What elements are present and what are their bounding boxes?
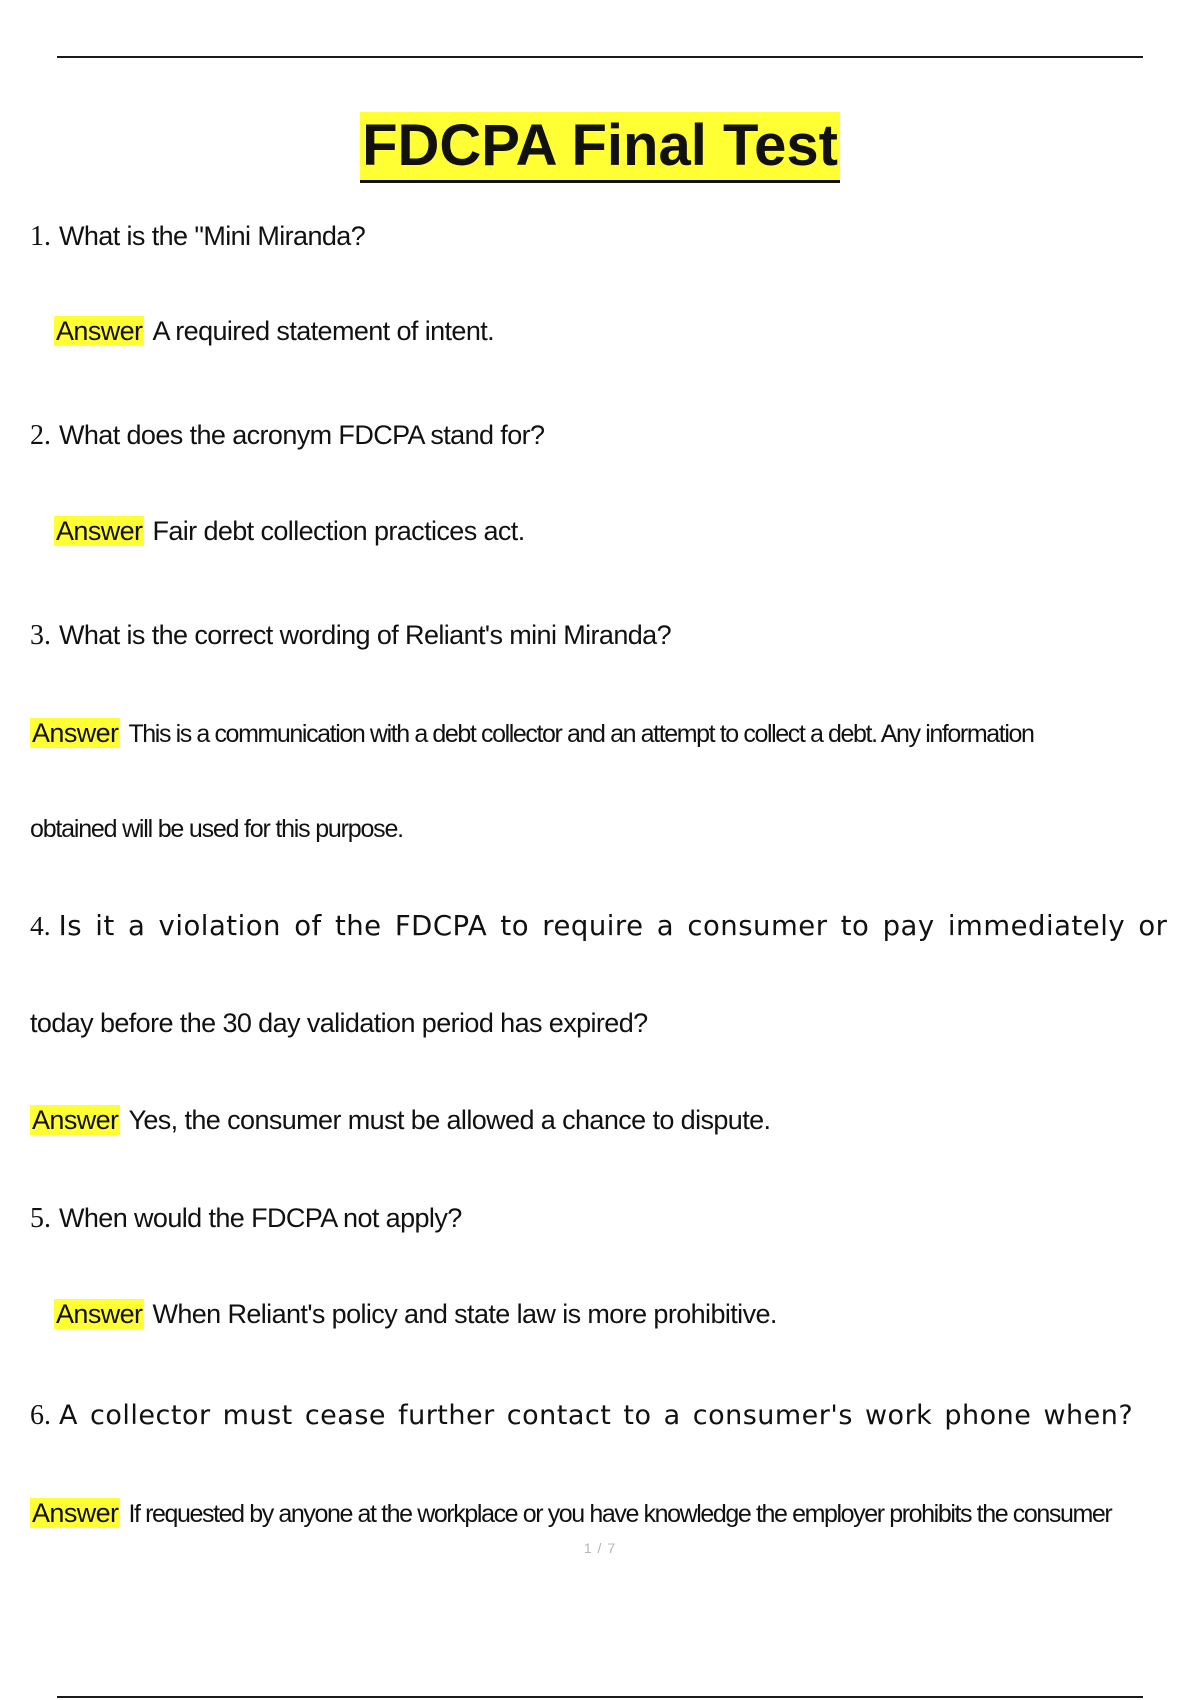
- question-text: Is it a violation of the FDCPA to require a consumer to pay immediately or: [58, 910, 1168, 942]
- answer-6: [30, 1495, 1111, 1532]
- answer-2: [54, 513, 525, 550]
- question-text: What is the "Mini Miranda?: [59, 221, 366, 251]
- answer-label: Answer: [56, 316, 143, 346]
- question-number: 5.: [30, 1203, 51, 1234]
- page-title: FDCPA Final Test: [360, 112, 840, 183]
- answer-3-continued: [30, 811, 403, 847]
- bottom-rule: [57, 1696, 1143, 1698]
- answer-text: A required statement of intent.: [152, 316, 495, 346]
- answer-text: If requested by anyone at the workplace or you have knowledge the employer prohibits the consumer: [128, 1500, 1112, 1528]
- question-4: [30, 908, 1168, 945]
- answer-label: Answer: [32, 718, 119, 748]
- question-number: 6.: [30, 1400, 51, 1431]
- question-1: [30, 218, 365, 255]
- answer-3: [30, 715, 1033, 752]
- question-4-continued: [30, 1005, 648, 1042]
- question-number: 4.: [30, 910, 51, 941]
- answer-4: [30, 1102, 770, 1139]
- answer-text: When Reliant's policy and state law is more prohibitive.: [152, 1299, 777, 1329]
- question-5: [30, 1200, 462, 1237]
- question-text: What is the correct wording of Reliant's mini Miranda?: [59, 620, 672, 650]
- question-number: 3.: [30, 620, 51, 651]
- page-number: 1 / 7: [583, 1540, 617, 1556]
- question-2: [30, 417, 544, 454]
- question-number: 2.: [30, 420, 51, 451]
- answer-label: Answer: [56, 516, 143, 546]
- top-rule: [57, 56, 1143, 58]
- question-text: When would the FDCPA not apply?: [59, 1203, 462, 1233]
- answer-text: This is a communication with a debt collector and an attempt to collect a debt. Any information: [128, 720, 1034, 748]
- answer-5: [54, 1296, 777, 1333]
- answer-label: Answer: [32, 1105, 119, 1135]
- answer-text: obtained will be used for this purpose.: [30, 815, 403, 843]
- answer-label: Answer: [56, 1299, 143, 1329]
- title-container: [0, 112, 1200, 183]
- answer-text: Yes, the consumer must be allowed a chance to dispute.: [128, 1105, 771, 1135]
- answer-text: Fair debt collection practices act.: [152, 516, 525, 546]
- answer-1: [54, 313, 494, 350]
- question-text: What does the acronym FDCPA stand for?: [59, 420, 545, 450]
- question-6: [30, 1398, 1133, 1434]
- question-3: [30, 617, 671, 654]
- answer-label: Answer: [32, 1498, 119, 1528]
- question-text: today before the 30 day validation period has expired?: [30, 1008, 648, 1038]
- question-number: 1.: [30, 221, 51, 252]
- question-text: A collector must cease further contact to a consumer's work phone when?: [59, 1400, 1134, 1431]
